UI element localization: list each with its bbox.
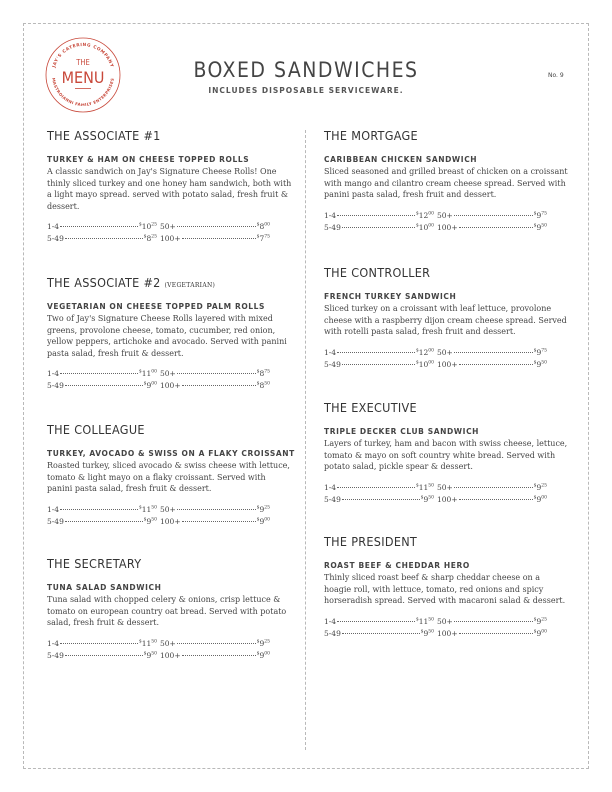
price-amount: $^{\$}9^{00}$ <box>256 516 270 526</box>
price-leader <box>65 385 143 386</box>
price-qty: 100+ <box>160 650 181 660</box>
price-row <box>437 223 547 232</box>
price-qty: 50+ <box>437 347 453 357</box>
price-row <box>324 348 434 357</box>
price-cents: 50 <box>428 617 434 622</box>
price-dollars: 9 <box>259 516 265 526</box>
item-subtitle: CARIBBEAN CHICKEN SANDWICH <box>324 155 478 164</box>
price-cents: 50 <box>428 629 434 634</box>
price-amount: $^{\$}10^{00}$ <box>415 222 434 232</box>
item-name: THE MORTGAGE <box>324 128 418 143</box>
price-dollars: 12 <box>418 210 429 220</box>
price-amount: $^{\$}11^{50}$ <box>138 638 157 648</box>
price-cents: 50 <box>151 505 157 510</box>
price-qty: 100+ <box>437 359 458 369</box>
price-row <box>324 495 434 504</box>
item-name: THE ASSOCIATE #2 (VEGETARIAN) <box>47 275 216 290</box>
price-cents: 00 <box>428 211 434 216</box>
price-cents: 00 <box>541 495 547 500</box>
item-name: THE SECRETARY <box>47 556 142 571</box>
logo-ring-bottom-text: MASTROIANNI FAMILY ENTERPRISES <box>51 77 115 108</box>
price-dollars: 11 <box>418 616 429 626</box>
price-dollars: 9 <box>259 650 265 660</box>
price-amount: $^{\$}9^{50}$ <box>533 222 547 232</box>
price-row <box>47 505 157 514</box>
price-qty: 50+ <box>160 638 176 648</box>
price-dollars: 9 <box>536 482 542 492</box>
price-row <box>160 651 270 660</box>
page-title: BOXED SANDWICHES <box>193 58 419 82</box>
price-cents: 00 <box>264 222 270 228</box>
item-description: A classic sandwich on Jay's Signature Cheese Rolls! One thinly sliced turkey and one honey ham sandwich, both with a light mayo spread. served with potato salad, fresh fruit & dessert. <box>47 167 292 211</box>
price-row <box>47 234 157 243</box>
price-leader <box>454 352 533 353</box>
price-cents: 00 <box>428 348 434 353</box>
price-leader <box>182 655 256 656</box>
price-dollars: 12 <box>418 347 429 357</box>
price-cents: 25 <box>541 617 547 622</box>
price-qty: 1-4 <box>47 369 60 378</box>
price-amount: $^{\$}10^{25}$ <box>138 222 157 231</box>
price-qty: 1-4 <box>47 504 60 514</box>
price-row <box>160 505 270 514</box>
price-dollars: 11 <box>141 504 152 514</box>
price-leader <box>459 227 533 228</box>
price-amount: $^{\$}9^{25}$ <box>256 504 270 514</box>
price-cents: 75 <box>264 234 270 240</box>
price-dollars: 10 <box>418 359 429 369</box>
price-amount: $^{\$}9^{25}$ <box>533 616 547 626</box>
menu-item <box>47 128 292 243</box>
menu-item <box>324 265 569 369</box>
item-name: THE ASSOCIATE #1 <box>47 128 161 143</box>
price-dollars: 9 <box>536 210 542 220</box>
price-amount: $^{\$}9^{00}$ <box>143 381 157 390</box>
price-list <box>47 222 292 243</box>
price-amount: $^{\$}8^{00}$ <box>256 222 270 231</box>
item-subtitle: ROAST BEEF & CHEDDAR HERO <box>324 561 470 570</box>
price-row <box>160 517 270 526</box>
price-qty: 1-4 <box>324 347 337 357</box>
price-leader <box>459 499 533 500</box>
price-leader <box>337 352 415 353</box>
price-dollars: 9 <box>423 628 429 638</box>
price-row <box>47 517 157 526</box>
price-cents: 50 <box>541 360 547 365</box>
price-leader <box>65 238 143 239</box>
price-cents: 00 <box>428 223 434 228</box>
price-amount: $^{\$}11^{50}$ <box>415 616 434 626</box>
column-divider <box>305 130 306 750</box>
price-qty: 50+ <box>160 504 176 514</box>
price-cents: 00 <box>264 651 270 656</box>
item-subtitle: FRENCH TURKEY SANDWICH <box>324 292 457 301</box>
price-row <box>324 483 434 492</box>
price-cents: 25 <box>151 234 157 240</box>
price-amount: $^{\$}9^{50}$ <box>143 650 157 660</box>
price-cents: 00 <box>151 369 157 375</box>
price-row <box>324 360 434 369</box>
menu-item <box>324 128 569 232</box>
price-qty: 5-49 <box>324 222 341 232</box>
price-qty: 1-4 <box>324 210 337 220</box>
price-row <box>437 617 547 626</box>
price-dollars: 9 <box>146 381 152 390</box>
price-row <box>324 617 434 626</box>
item-description: Two of Jay's Signature Cheese Rolls layered with mixed greens, provolone cheese, tomato, cucumber, red onion, yellow peppers, artichoke and avocado. Served with panini pasta salad, fresh fruit & dessert. <box>47 314 287 358</box>
item-description: Thinly sliced roast beef & sharp cheddar cheese on a hoagie roll, with lettuce, tomato, red onions and spicy horseradish spread. Served with macaroni salad & dessert. <box>324 573 566 605</box>
price-qty: 1-4 <box>324 482 337 492</box>
price-qty: 100+ <box>437 628 458 638</box>
price-list <box>324 348 569 369</box>
price-dollars: 9 <box>423 494 429 504</box>
price-amount: $^{\$}9^{50}$ <box>533 359 547 369</box>
price-row <box>437 348 547 357</box>
price-dollars: 9 <box>146 516 152 526</box>
menu-item <box>47 275 292 390</box>
price-row <box>437 629 547 638</box>
menu-item <box>47 422 295 526</box>
price-qty: 100+ <box>160 381 181 390</box>
price-dollars: 9 <box>146 650 152 660</box>
price-dollars: 9 <box>536 494 542 504</box>
price-qty: 100+ <box>160 234 181 243</box>
price-dollars: 11 <box>141 369 152 378</box>
price-qty: 5-49 <box>47 234 64 243</box>
price-cents: 50 <box>264 381 270 387</box>
price-amount: $^{\$}11^{00}$ <box>138 369 157 378</box>
price-leader <box>65 521 143 522</box>
price-cents: 25 <box>264 505 270 510</box>
price-cents: 75 <box>541 348 547 353</box>
price-amount: $^{\$}8^{25}$ <box>143 234 157 243</box>
logo-the-text: THE <box>76 58 90 67</box>
item-subtitle: TRIPLE DECKER CLUB SANDWICH <box>324 427 480 436</box>
price-qty: 5-49 <box>324 359 341 369</box>
price-qty: 50+ <box>160 369 176 378</box>
price-cents: 25 <box>264 639 270 644</box>
price-qty: 50+ <box>437 616 453 626</box>
price-row <box>437 483 547 492</box>
price-leader <box>60 643 138 644</box>
price-qty: 5-49 <box>324 494 341 504</box>
item-subtitle: TURKEY & HAM ON CHEESE TOPPED ROLLS <box>47 155 250 164</box>
page-subtitle: INCLUDES DISPOSABLE SERVICEWARE. <box>208 86 404 95</box>
price-dollars: 8 <box>259 369 265 378</box>
item-description: Roasted turkey, sliced avocado & swiss cheese with lettuce, tomato & light mayo on a flaky croissant. Served with panini pasta salad, fresh fruit & dessert. <box>47 461 290 493</box>
price-list <box>324 211 569 232</box>
price-row <box>160 222 270 231</box>
price-row <box>324 223 434 232</box>
price-list <box>47 505 292 526</box>
price-leader <box>177 643 256 644</box>
price-row <box>324 211 434 220</box>
item-subtitle: VEGETARIAN ON CHEESE TOPPED PALM ROLLS <box>47 302 266 311</box>
price-leader <box>65 655 143 656</box>
item-description: Tuna salad with chopped celery & onions, crisp lettuce & tomato on european country oat bread. Served with potato salad, fresh fruit & dessert. <box>47 595 287 627</box>
item-description: Sliced seasoned and grilled breast of chicken on a croissant with mango and cilantro cream cheese spread. Served with panini pasta salad, fresh fruit and dessert. <box>324 167 568 199</box>
price-qty: 5-49 <box>324 628 341 638</box>
item-name: THE EXECUTIVE <box>324 400 417 415</box>
price-leader <box>459 633 533 634</box>
price-list <box>324 483 569 504</box>
price-amount: $^{\$}9^{50}$ <box>420 628 434 638</box>
price-amount: $^{\$}9^{25}$ <box>533 482 547 492</box>
price-dollars: 9 <box>536 347 542 357</box>
price-cents: 00 <box>264 517 270 522</box>
item-subtitle: TURKEY, AVOCADO & SWISS ON A FLAKY CROISSANT <box>47 449 295 458</box>
price-amount: $^{\$}9^{00}$ <box>533 628 547 638</box>
price-leader <box>177 226 256 227</box>
price-qty: 50+ <box>437 210 453 220</box>
price-qty: 1-4 <box>47 222 60 231</box>
price-amount: $^{\$}8^{50}$ <box>256 381 270 390</box>
price-qty: 100+ <box>437 222 458 232</box>
price-cents: 50 <box>428 483 434 488</box>
price-leader <box>454 215 533 216</box>
price-row <box>437 495 547 504</box>
item-name: THE CONTROLLER <box>324 265 431 280</box>
logo-ring-top-text: JAY'S CATERING COMPANY <box>52 42 114 69</box>
price-cents: 50 <box>151 639 157 644</box>
price-leader <box>337 621 415 622</box>
price-list <box>47 369 292 390</box>
price-row <box>160 234 270 243</box>
page-number: No. 9 <box>548 72 564 79</box>
price-amount: $^{\$}9^{75}$ <box>533 210 547 220</box>
price-cents: 50 <box>151 651 157 656</box>
price-amount: $^{\$}7^{75}$ <box>256 234 270 243</box>
price-cents: 50 <box>151 517 157 522</box>
price-leader <box>337 487 415 488</box>
price-row <box>47 639 157 648</box>
menu-item <box>324 534 569 638</box>
price-leader <box>177 509 256 510</box>
price-amount: $^{\$}11^{50}$ <box>415 482 434 492</box>
price-leader <box>177 373 256 374</box>
price-dollars: 9 <box>259 638 265 648</box>
price-dollars: 8 <box>259 381 265 390</box>
price-amount: $^{\$}11^{50}$ <box>138 504 157 514</box>
price-row <box>437 211 547 220</box>
menu-item <box>324 400 569 504</box>
price-dollars: 9 <box>536 616 542 626</box>
price-cents: 00 <box>428 360 434 365</box>
price-qty: 5-49 <box>47 650 64 660</box>
price-leader <box>454 621 533 622</box>
price-qty: 1-4 <box>47 638 60 648</box>
price-qty: 1-4 <box>324 616 337 626</box>
price-amount: $^{\$}9^{50}$ <box>143 516 157 526</box>
item-name: THE PRESIDENT <box>324 534 418 549</box>
price-leader <box>60 509 138 510</box>
price-qty: 50+ <box>437 482 453 492</box>
price-amount: $^{\$}9^{50}$ <box>420 494 434 504</box>
price-leader <box>459 364 533 365</box>
price-leader <box>182 521 256 522</box>
price-cents: 50 <box>428 495 434 500</box>
price-dollars: 9 <box>259 504 265 514</box>
price-cents: 25 <box>151 222 157 228</box>
price-qty: 5-49 <box>47 516 64 526</box>
price-row <box>160 381 270 390</box>
price-leader <box>182 385 256 386</box>
price-qty: 5-49 <box>47 381 64 390</box>
price-amount: $^{\$}9^{75}$ <box>533 347 547 357</box>
item-description: Layers of turkey, ham and bacon with swiss cheese, lettuce, tomato & mayo on soft country white bread. Served with potato salad, pickle spear & dessert. <box>324 439 568 471</box>
price-dollars: 8 <box>259 222 265 231</box>
price-leader <box>342 364 415 365</box>
price-row <box>47 222 157 231</box>
price-cents: 00 <box>541 629 547 634</box>
price-cents: 50 <box>541 223 547 228</box>
price-leader <box>337 215 415 216</box>
price-leader <box>342 633 420 634</box>
price-dollars: 9 <box>536 628 542 638</box>
price-row <box>47 651 157 660</box>
menu-item <box>47 556 292 660</box>
price-list <box>47 639 292 660</box>
price-amount: $^{\$}9^{25}$ <box>256 638 270 648</box>
item-note: (VEGETARIAN) <box>164 282 216 289</box>
item-description: Sliced turkey on a croissant with leaf lettuce, provolone cheese with a raspberry dijon cream cheese spread. Served with rotelli pasta salad, fresh fruit and dessert. <box>324 304 567 336</box>
price-amount: $^{\$}10^{00}$ <box>415 359 434 369</box>
price-qty: 100+ <box>437 494 458 504</box>
price-row <box>160 639 270 648</box>
price-row <box>47 369 157 378</box>
price-dollars: 11 <box>418 482 429 492</box>
price-leader <box>60 226 138 227</box>
price-amount: $^{\$}9^{00}$ <box>533 494 547 504</box>
price-dollars: 10 <box>418 222 429 232</box>
price-cents: 75 <box>264 369 270 375</box>
price-row <box>47 381 157 390</box>
price-row <box>437 360 547 369</box>
item-name: THE COLLEAGUE <box>47 422 145 437</box>
price-amount: $^{\$}12^{00}$ <box>415 210 434 220</box>
price-cents: 75 <box>541 211 547 216</box>
price-cents: 25 <box>541 483 547 488</box>
price-dollars: 8 <box>146 234 152 243</box>
price-list <box>324 617 569 638</box>
price-dollars: 9 <box>536 359 542 369</box>
price-row <box>160 369 270 378</box>
price-dollars: 7 <box>259 234 265 243</box>
price-amount: $^{\$}8^{75}$ <box>256 369 270 378</box>
price-amount: $^{\$}9^{00}$ <box>256 650 270 660</box>
price-leader <box>182 238 256 239</box>
price-dollars: 10 <box>141 222 152 231</box>
price-qty: 50+ <box>160 222 176 231</box>
price-amount: $^{\$}12^{00}$ <box>415 347 434 357</box>
price-cents: 00 <box>151 381 157 387</box>
price-dollars: 11 <box>141 638 152 648</box>
price-leader <box>60 373 138 374</box>
item-subtitle: TUNA SALAD SANDWICH <box>47 583 162 592</box>
price-qty: 100+ <box>160 516 181 526</box>
logo-menu-text: MENU <box>61 68 105 87</box>
price-row <box>324 629 434 638</box>
price-leader <box>454 487 533 488</box>
price-leader <box>342 227 415 228</box>
price-leader <box>342 499 420 500</box>
price-dollars: 9 <box>536 222 542 232</box>
